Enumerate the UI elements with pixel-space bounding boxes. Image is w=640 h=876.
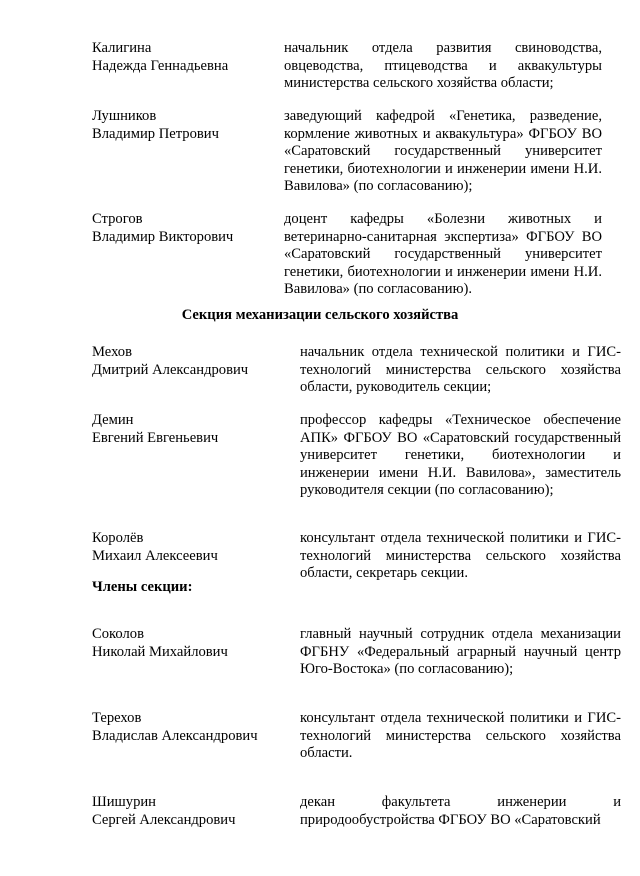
- member-role: профессор кафедры «Техническое обеспечение АПК» ФГБОУ ВО «Саратовский государственный университет генетики, биотехнологии и инженерии имени Н.И. Вавилова», заместитель руководителя секции (по согласованию);: [300, 412, 621, 499]
- member-given-name: Дмитрий Александрович: [92, 361, 249, 378]
- member-surname: Лушников: [92, 108, 157, 124]
- member-name: [92, 211, 277, 246]
- member-name: [92, 626, 277, 661]
- member-surname: Строгов: [92, 211, 143, 227]
- member-surname: Королёв: [92, 530, 144, 546]
- member-role: главный научный сотрудник отдела механизации ФГБНУ «Федеральный аграрный научный центр Юго-Востока» (по согласованию);: [300, 626, 621, 678]
- member-surname: Шишурин: [92, 794, 156, 810]
- section-title: Секция механизации сельского хозяйства: [181, 307, 459, 323]
- member-role: заведующий кафедрой «Генетика, разведение, кормление животных и аквакультура» ФГБОУ ВО «Саратовский государственный университет генетики, биотехнологии и инженерии имени Н.И. Вавилова» (по согласованию);: [284, 108, 602, 195]
- member-name: [92, 108, 277, 143]
- member-surname: Терехов: [92, 710, 142, 726]
- member-given-name: Владимир Викторович: [92, 228, 234, 245]
- member-role: консультант отдела технической политики и ГИС-технологий министерства сельского хозяйства области, секретарь секции.: [300, 530, 621, 582]
- member-role: консультант отдела технической политики и ГИС-технологий министерства сельского хозяйства области.: [300, 710, 621, 762]
- member-name: [92, 344, 277, 379]
- member-name: [92, 412, 277, 447]
- member-role: декан факультета инженерии и природообустройства ФГБОУ ВО «Саратовский: [300, 794, 621, 828]
- member-given-name: Евгений Евгеньевич: [92, 429, 219, 446]
- member-name: [92, 710, 277, 745]
- member-role: доцент кафедры «Болезни животных и ветеринарно-санитарная экспертиза» ФГБОУ ВО «Саратовский государственный университет генетики, биотехнологии и инженерии имени Н.И. Вавилова» (по согласованию).: [284, 211, 602, 298]
- member-surname: Соколов: [92, 626, 144, 642]
- member-role: начальник отдела технической политики и ГИС-технологий министерства сельского хозяйства области, руководитель секции;: [300, 344, 621, 396]
- member-given-name: Надежда Геннадьевна: [92, 57, 229, 74]
- member-given-name: Владимир Петрович: [92, 125, 219, 142]
- member-name: [92, 794, 277, 829]
- member-name: [92, 530, 277, 565]
- member-surname: Мехов: [92, 344, 132, 360]
- member-given-name: Сергей Александрович: [92, 811, 236, 828]
- member-surname: Демин: [92, 412, 134, 428]
- member-role: начальник отдела развития свиноводства, овцеводства, птицеводства и аквакультуры министерства сельского хозяйства области;: [284, 40, 602, 92]
- member-surname: Калигина: [92, 40, 152, 56]
- member-given-name: Владислав Александрович: [92, 727, 258, 744]
- member-given-name: Николай Михайлович: [92, 643, 228, 660]
- members-heading: Члены секции:: [92, 579, 193, 595]
- member-given-name: Михаил Алексеевич: [92, 547, 218, 564]
- member-name: [92, 40, 277, 75]
